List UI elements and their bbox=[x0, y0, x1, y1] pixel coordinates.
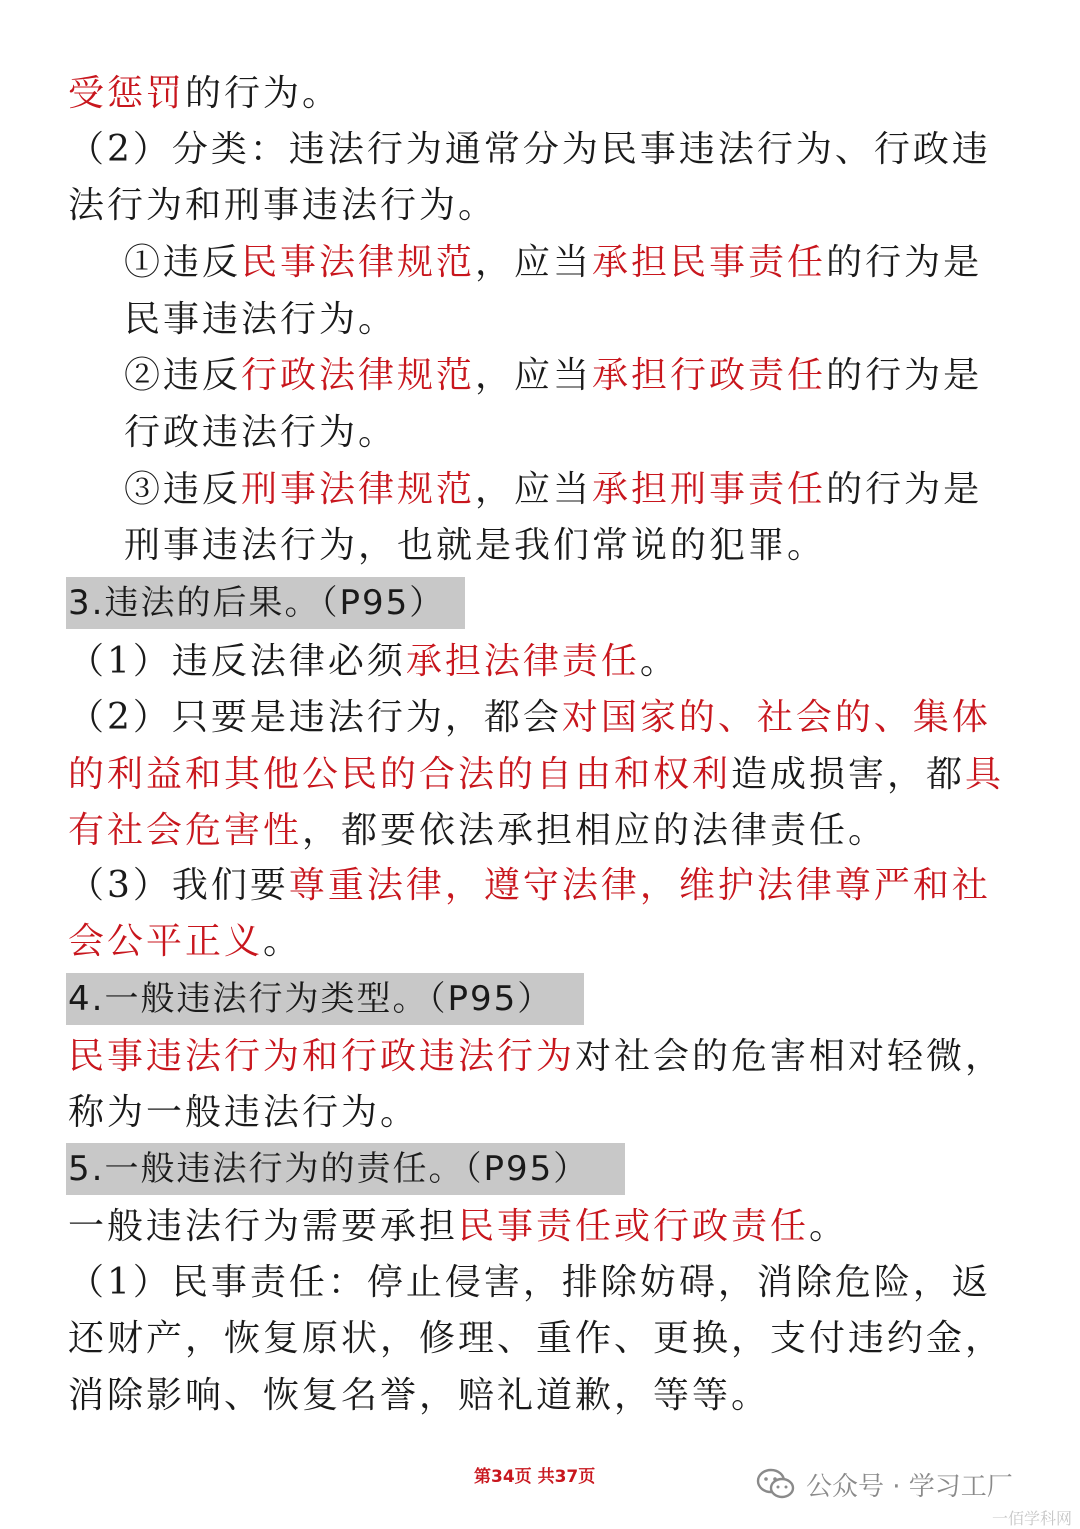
text-line: 消除影响、恢复名誉，赔礼道歉，等等。 bbox=[68, 1375, 771, 1416]
text-line: 的利益和其他公民的合法的自由和权利造成损害，都具 bbox=[68, 754, 1005, 795]
text-line: 一般违法行为需要承担民事责任或行政责任。 bbox=[68, 1206, 849, 1247]
text-line: 行政违法行为。 bbox=[124, 412, 398, 453]
watermark bbox=[756, 1462, 1013, 1506]
text-line: 民事违法行为和行政违法行为对社会的危害相对轻微， bbox=[68, 1036, 1005, 1077]
text-line: 称为一般违法行为。 bbox=[68, 1092, 420, 1133]
text-line: ②违反行政法律规范，应当承担行政责任的行为是 bbox=[124, 355, 983, 396]
watermark-label: 公众号 · 学习工厂 bbox=[806, 1471, 1013, 1502]
section-heading-4: 4.一般违法行为类型。（P95） bbox=[66, 973, 584, 1025]
text-line: 民事违法行为。 bbox=[124, 299, 398, 340]
text-line: ①违反民事法律规范，应当承担民事责任的行为是 bbox=[124, 242, 983, 283]
section-heading-5: 5.一般违法行为的责任。（P95） bbox=[66, 1143, 625, 1195]
text-line: 受惩罚的行为。 bbox=[68, 73, 342, 114]
text-line: （3）我们要尊重法律，遵守法律，维护法律尊严和社 bbox=[68, 865, 991, 906]
text-line: （2）只要是违法行为，都会对国家的、社会的、集体 bbox=[68, 697, 991, 738]
page-number: 第34页 共37页 bbox=[474, 1467, 596, 1487]
section-heading-3: 3.违法的后果。（P95） bbox=[66, 577, 465, 629]
text-line: ③违反刑事法律规范，应当承担刑事责任的行为是 bbox=[124, 469, 983, 510]
text-line: 有社会危害性，都要依法承担相应的法律责任。 bbox=[68, 810, 888, 851]
text-line: 法行为和刑事违法行为。 bbox=[68, 185, 498, 226]
wechat-icon bbox=[756, 1467, 796, 1501]
text-line: （1）民事责任：停止侵害，排除妨碍，消除危险，返 bbox=[68, 1262, 991, 1303]
corner-mark: 一佰学科网 bbox=[991, 1509, 1072, 1528]
text-line: 还财产，恢复原状，修理、重作、更换，支付违约金， bbox=[68, 1318, 1005, 1359]
text-line: 刑事违法行为，也就是我们常说的犯罪。 bbox=[124, 525, 827, 566]
text-line: （2）分类：违法行为通常分为民事违法行为、行政违 bbox=[68, 129, 991, 170]
text-line: 会公平正义。 bbox=[68, 921, 303, 962]
text-line: （1）违反法律必须承担法律责任。 bbox=[68, 641, 679, 682]
